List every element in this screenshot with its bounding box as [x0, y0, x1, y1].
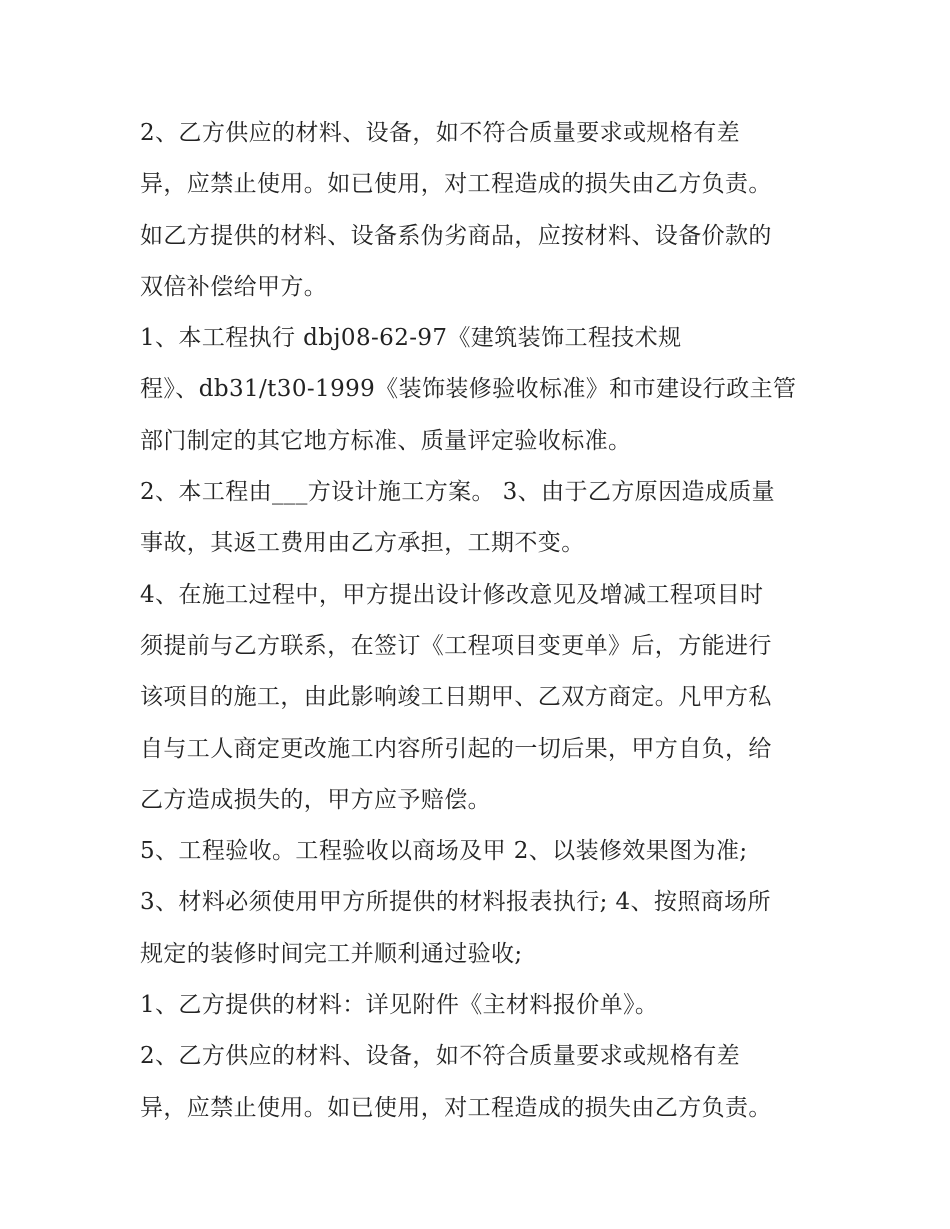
- text-line: 部门制定的其它地方标准、质量评定验收标准。: [140, 427, 632, 454]
- text-line: 2、乙方供应的材料、设备，如不符合质量要求或规格有差: [140, 120, 741, 146]
- text-line: 该项目的施工，由此影响竣工日期甲、乙双方商定。凡甲方私: [140, 684, 772, 711]
- text-line: 4、在施工过程中，甲方提出设计修改意见及增减工程项目时: [140, 581, 764, 608]
- text-line: 乙方造成损失的，甲方应予赔偿。: [140, 786, 491, 813]
- document-body: [140, 108, 820, 1134]
- text-line: 双倍补偿给甲方。: [140, 273, 328, 300]
- text-line: 如乙方提供的材料、设备系伪劣商品，应按材料、设备价款的: [140, 222, 772, 249]
- text-line: 自与工人商定更改施工内容所引起的一切后果，甲方自负，给: [140, 735, 772, 762]
- text-line: 1、本工程执行 dbj08-62-97《建筑装饰工程技术规: [140, 325, 682, 352]
- text-line: 2、本工程由___方设计施工方案。 3、由于乙方原因造成质量: [140, 479, 776, 506]
- text-line: 5、工程验收。工程验收以商场及甲 2、以装修效果图为准;: [140, 838, 748, 865]
- text-line: 异，应禁止使用。如已使用，对工程造成的损失由乙方负责。: [140, 1094, 772, 1121]
- text-line: 2、乙方供应的材料、设备，如不符合质量要求或规格有差: [140, 1043, 741, 1070]
- text-line: 1、乙方提供的材料：详见附件《主材料报价单》。: [140, 992, 659, 1019]
- text-line: 规定的装修时间完工并顺利通过验收;: [140, 940, 523, 967]
- text-line: 异，应禁止使用。如已使用，对工程造成的损失由乙方负责。: [140, 171, 772, 198]
- text-line: 3、材料必须使用甲方所提供的材料报表执行; 4、按照商场所: [140, 889, 771, 916]
- text-line: 须提前与乙方联系，在签订《工程项目变更单》后，方能进行: [140, 632, 772, 659]
- text-line: 程》、db31/t30-1999《装饰装修验收标准》和市建设行政主管: [140, 376, 797, 403]
- text-line: 事故，其返工费用由乙方承担，工期不变。: [140, 530, 585, 557]
